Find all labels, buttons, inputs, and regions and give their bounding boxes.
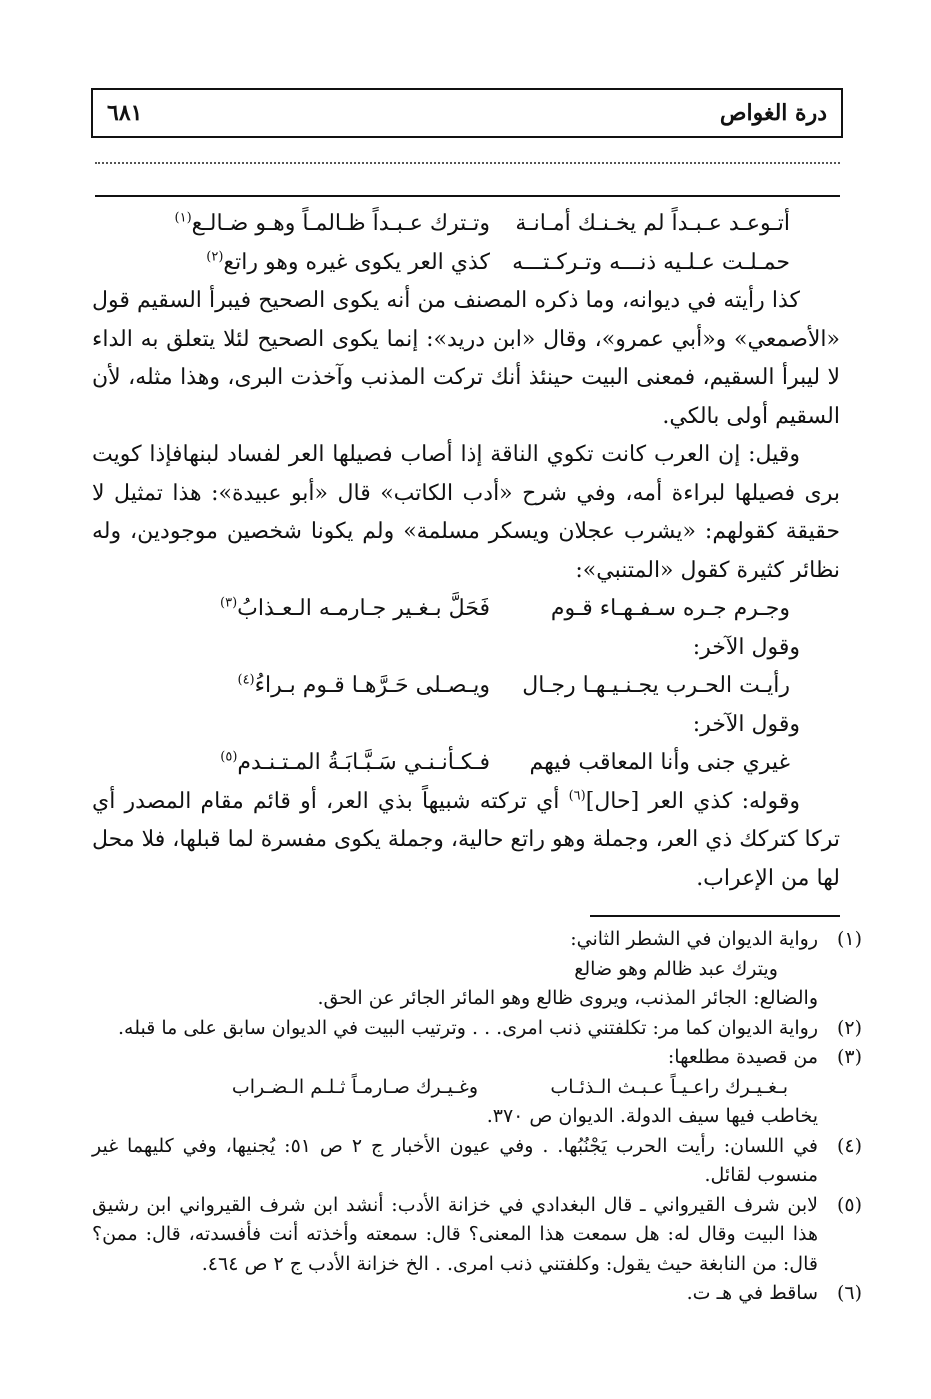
footnote-ref: (٦) [568,788,586,804]
footnote-number: (٦) [836,1282,862,1304]
footnote-text: يخاطب فيها سيف الدولة. الديوان ص ٣٧٠. [486,1105,818,1127]
verse-second-hemistich: ويـصـلى حَـرَّهـا قـوم بـراءُ$^{(٤)}$ [237,672,490,698]
verse-first-hemistich: وجـرم جـره سـفـهـاء قـوم [550,596,790,621]
dotted-divider [95,162,840,164]
verse-first-hemistich: رأيـت الحـرب يجـنـيـهـا رجـال [522,673,790,698]
footnote-text: ساقط في هـ ت. [686,1282,818,1304]
footnote-text: رواية الديوان في الشطر الثاني: [570,928,818,950]
footnote [92,1191,862,1280]
footnote-quote: ويترك عبد ظالم وهو ضالع [574,957,778,980]
footnote-number: (٢) [836,1016,862,1039]
verse-first-hemistich: غيري جنى وأنا المعاقب فيهم [529,750,790,775]
footnote-text: رواية الديوان كما مر: تكلفتني ذنب امرى. . . وترتيب البيت في الديوان سابق على ما قبله. [117,1016,818,1039]
verse-second-hemistich: فـكـأنـنـي سَـبَّـابَـةُ المـتـنـدم$^{(٥)}$ [220,749,490,775]
footnote-number: (٥) [836,1193,862,1216]
paragraph: كذا رأيته في ديوانه، وما ذكره المصنف من أنه يكوى الصحيح فيبرأ السقيم قول «الأصمعي» و«أبي عمرو»، وقال «ابن دريد»: إنما يكوى الصحيح لئلا يتعلق به الداء لا ليبرأ السقيم، فمعنى البيت حينئذ أنك تركت المذنب وآخذت البرى، وهذا مثله، لأن السقيم أولى بالكي. [92,288,840,429]
running-header [91,88,843,138]
footnote-number: (٣) [836,1046,862,1068]
footnote [92,1132,862,1191]
paragraph: وقيل: إن العرب كانت تكوي الناقة إذا أصاب فصيلها العر لفساد لبنهافإذا كويت برى فصيلها لبراءة أمه، وفي شرح «أدب الكاتب» قال «أبو عبيدة»: هذا تمثيل لا حقيقة كقولهم: «يشرب عجلان ويسكر مسلمة» ولم يكونا شخصين موجودين، وله نظائر كثيرة كقول «المتنبي»: [92,442,840,583]
paragraph: وقوله: كذي العر [حال]$^{(٦)}$ أي تركته شبيهاً بذي العر، أو قائم مقام المصدر أي تركا كتركك ذي العر، وجملة وهو راتع حالية، وجملة يكوى مفسرة لما قبلها، فلا محل لها من الإعراب. [92,788,840,891]
footnote-verse [92,1073,818,1103]
verse-line [92,744,840,783]
running-title: درة الغواص [719,100,827,126]
footnote-number: (١) [836,928,862,950]
footnote-ref: (٥) [220,749,238,765]
footnote-ref: (٢) [206,249,224,265]
verse-line [92,205,840,244]
footnote-number: (٤) [836,1134,862,1157]
header-rule [95,195,840,197]
verse-second-hemistich: فَحَلَّ بـغـير جـارمـه الـعـذابُ$^{(٣)}$ [220,595,490,621]
footnote-ref: (١) [174,210,192,226]
verse-second-hemistich: كذي العر يكوى غيره وهو راتع$^{(٢)}$ [206,249,490,275]
footnote-text: من قصيدة مطلعها: [667,1046,818,1068]
footnote [92,1043,862,1132]
footnote-ref: (٤) [237,672,255,688]
verse-first-hemistich: أتـوعـد عـبـداً لم يخـنـك أمـانـة [515,211,790,236]
footnote-text: والضالع: الجائر المذنب، ويروى ظالع وهو المائر الجائر عن الحق. [317,987,818,1009]
page-number: ٦٨١ [107,100,143,126]
footnotes [92,925,862,1309]
footnote [92,925,862,1014]
verse-intro: وقول الآخر: [692,634,800,660]
verse-second-hemistich: وتـترك عـبـداً ظـالمـاً وهـو ضـالـع$^{(١)}$ [174,210,490,236]
verse-line [92,590,840,629]
footnote-text: في اللسان: رأيت الحرب يَجْنُبُها. . وفي عيون الأخبار ج ٢ ص ٥١: يُجنيها، وفي كليهما غير منسوب لقائل. [92,1134,818,1186]
footnote-rule [590,915,840,917]
footnote-text: لابن شرف القيرواني ـ قال البغدادي في خزانة الأدب: أنشد ابن شرف القيرواني ابن رشيق هذا البيت وقال له: هل سمعت هذا المعنى؟ قال: سمعته وأخذته أنت فأفسدته، قال: ممن؟ قال: من النابغة حيث يقول: وكلفتني ذنب امرى. . الخ خزانة الأدب ج ٢ ص ٤٦٤. [92,1193,818,1275]
verse-first-hemistich: حمـلـت عـلـيه ذنـــه وتـركـتـــه [512,249,790,275]
main-text [92,205,840,898]
verse-second-hemistich: وغـيـرك صـارمـاً ثـلـم الـضـراب [231,1075,478,1098]
footnote-ref: (٣) [220,595,238,611]
verse-line [92,667,840,706]
verse-intro: وقول الآخر: [692,711,800,737]
footnote [92,1014,862,1044]
verse-first-hemistich: بـغـيـرك راعـيـاً عـبـث الـذئـاب [550,1075,788,1098]
footnote [92,1279,862,1309]
verse-line [92,244,840,283]
